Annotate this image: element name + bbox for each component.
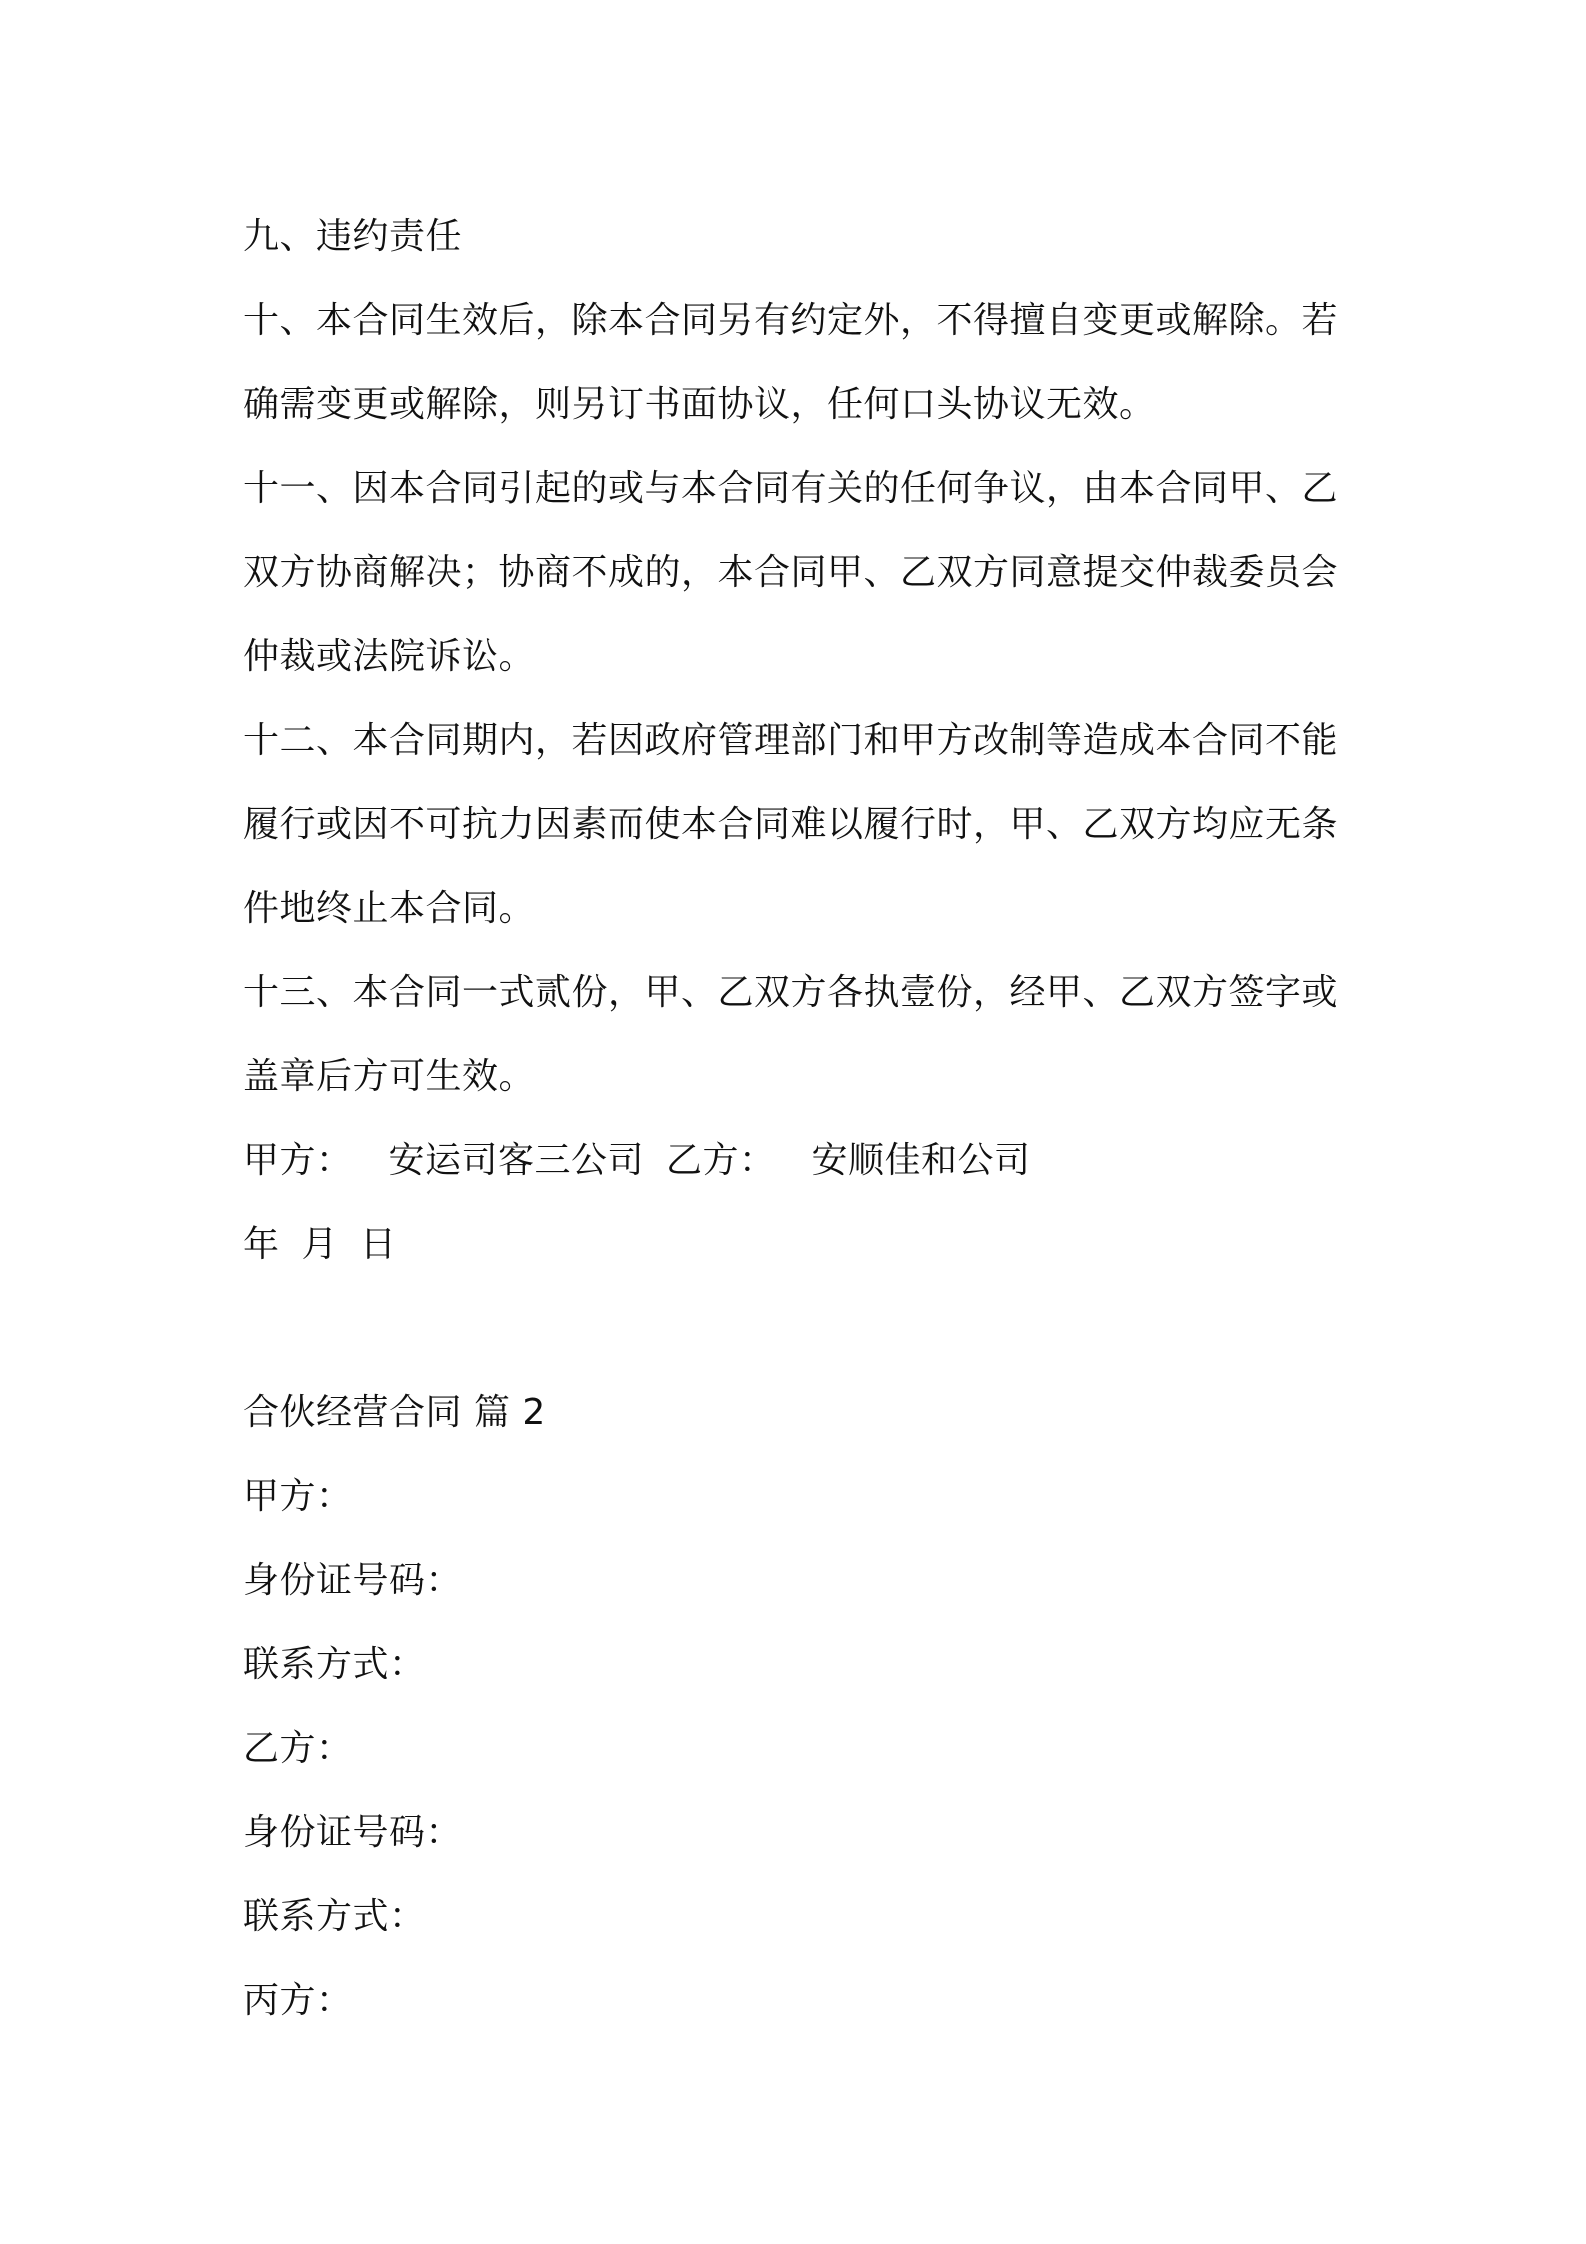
party-a-name: 安运司客三公司 xyxy=(388,1140,645,1181)
clause-13-line-2: 盖章后方可生效。 xyxy=(243,1056,536,1097)
clause-11-line-2: 双方协商解决；协商不成的，本合同甲、乙双方同意提交仲裁委员会 xyxy=(243,552,1339,593)
date-month: 月 xyxy=(301,1224,339,1265)
clause-10-line-2: 确需变更或解除，则另订书面协议，任何口头协议无效。 xyxy=(243,384,1156,425)
party-b-contact-field: 联系方式： xyxy=(243,1896,426,1937)
party-b-field: 乙方： xyxy=(243,1728,353,1769)
party-b-id-field: 身份证号码： xyxy=(243,1812,463,1853)
clause-12-line-1: 十二、本合同期内，若因政府管理部门和甲方改制等造成本合同不能 xyxy=(243,720,1339,761)
clause-13-line-1: 十三、本合同一式贰份，甲、乙双方各执壹份，经甲、乙双方签字或 xyxy=(243,972,1339,1013)
party-c-field: 丙方： xyxy=(243,1980,353,2021)
party-b-label: 乙方： xyxy=(666,1140,776,1181)
party-b-name: 安顺佳和公司 xyxy=(811,1140,1031,1181)
signature-line xyxy=(243,1119,1363,1203)
contract-2-title: 合伙经营合同 篇 2 xyxy=(243,1392,546,1433)
clause-11-line-3: 仲裁或法院诉讼。 xyxy=(243,636,536,677)
section-spacer xyxy=(243,1287,1363,1371)
party-a-field: 甲方： xyxy=(243,1476,353,1517)
clause-9-heading: 九、违约责任 xyxy=(243,216,463,257)
party-a-contact-field: 联系方式： xyxy=(243,1644,426,1685)
date-year: 年 xyxy=(243,1224,280,1265)
clause-12-line-2: 履行或因不可抗力因素而使本合同难以履行时，甲、乙双方均应无条 xyxy=(243,804,1339,845)
party-a-label: 甲方： xyxy=(243,1140,353,1181)
date-day: 日 xyxy=(360,1224,397,1265)
clause-10-line-1: 十、本合同生效后，除本合同另有约定外，不得擅自变更或解除。若 xyxy=(243,300,1339,341)
clause-12-line-3: 件地终止本合同。 xyxy=(243,888,536,929)
party-a-id-field: 身份证号码： xyxy=(243,1560,463,1601)
document-body xyxy=(243,195,1363,2043)
date-line xyxy=(243,1203,1363,1287)
clause-11-line-1: 十一、因本合同引起的或与本合同有关的任何争议，由本合同甲、乙 xyxy=(243,468,1339,509)
